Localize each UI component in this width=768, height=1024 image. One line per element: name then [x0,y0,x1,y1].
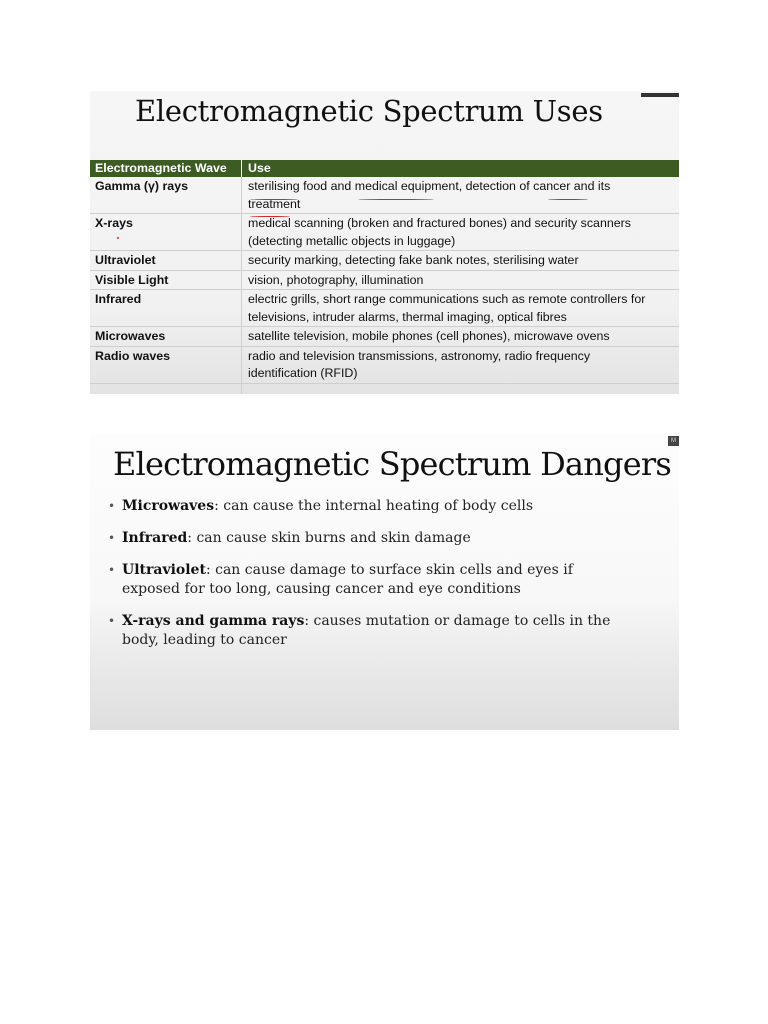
dangers-slide [90,433,679,730]
uses-table [90,160,679,394]
wave-cell: Microwaves [90,327,242,346]
use-cell [242,177,679,213]
corner-badge: M [668,436,679,446]
table-row [90,251,679,271]
wave-cell: Radio waves [90,347,242,383]
table-row [90,290,679,327]
annotation-underline [358,199,434,200]
danger-text: body, leading to cancer [122,632,287,648]
table-row [90,347,679,384]
use-cell [242,271,679,290]
use-line: televisions, intruder alarms, thermal imaging, optical fibres [248,309,567,324]
annotation-underline [250,216,290,217]
list-item [108,497,668,516]
use-cell [242,327,679,346]
danger-text: : causes mutation or damage to cells in the [304,613,611,629]
danger-term: Ultraviolet [122,562,206,578]
bullet-icon: • [108,563,116,577]
danger-text: : can cause the internal heating of body cells [214,498,534,514]
uses-slide [90,91,679,394]
use-line: radio and television transmissions, astronomy, radio frequency [248,348,591,363]
use-line: sterilising food and medical equipment, detection of cancer and its [248,179,611,193]
use-cell [242,214,679,250]
use-cell [242,290,679,326]
use-cell [242,347,679,383]
list-item [108,612,668,650]
wave-cell: Ultraviolet [90,251,242,270]
bullet-icon: • [108,499,116,513]
table-header-row [90,160,679,177]
empty-cell [90,384,242,395]
table-row [90,214,679,251]
header-use: Use [248,161,271,175]
use-line: vision, photography, illumination [248,272,424,287]
bullet-icon: • [108,614,116,628]
table-empty-row [90,384,679,395]
use-line: (detecting metallic objects in luggage) [248,233,456,248]
use-line: treatment [248,196,301,211]
annotation-underline [250,199,298,200]
danger-term: Infrared [122,530,188,546]
danger-term: Microwaves [122,498,215,514]
wave-cell: Gamma (γ) rays [90,177,242,213]
wave-cell: Infrared [90,290,242,326]
danger-text: exposed for too long, causing cancer and eye conditions [122,581,521,597]
uses-slide-title: Electromagnetic Spectrum Uses [135,94,603,128]
use-line: satellite television, mobile phones (cell phones), microwave ovens [248,329,610,343]
use-line: security marking, detecting fake bank notes, sterilising water [248,253,579,267]
list-item [108,529,668,548]
danger-text: : can cause damage to surface skin cells and eyes if [205,562,573,578]
header-wave: Electromagnetic Wave [90,160,242,177]
danger-text: : can cause skin burns and skin damage [187,530,471,546]
dangers-list [108,497,668,663]
wave-cell: X-rays [90,214,242,250]
use-line: medical scanning (broken and fractured bones) and security scanners [248,216,631,230]
wave-cell: Visible Light [90,271,242,290]
table-row [90,327,679,347]
table-row [90,177,679,214]
corner-mark [641,93,679,97]
dangers-slide-title: Electromagnetic Spectrum Dangers [113,445,671,483]
list-item [108,561,668,599]
use-line: identification (RFID) [248,366,358,380]
bullet-icon: • [108,531,116,545]
use-cell [242,251,679,270]
annotation-dot [117,237,119,239]
table-row [90,271,679,291]
use-line: electric grills, short range communications such as remote controllers for [248,292,646,306]
danger-term: X-rays and gamma rays [122,613,305,629]
annotation-underline [548,199,588,200]
